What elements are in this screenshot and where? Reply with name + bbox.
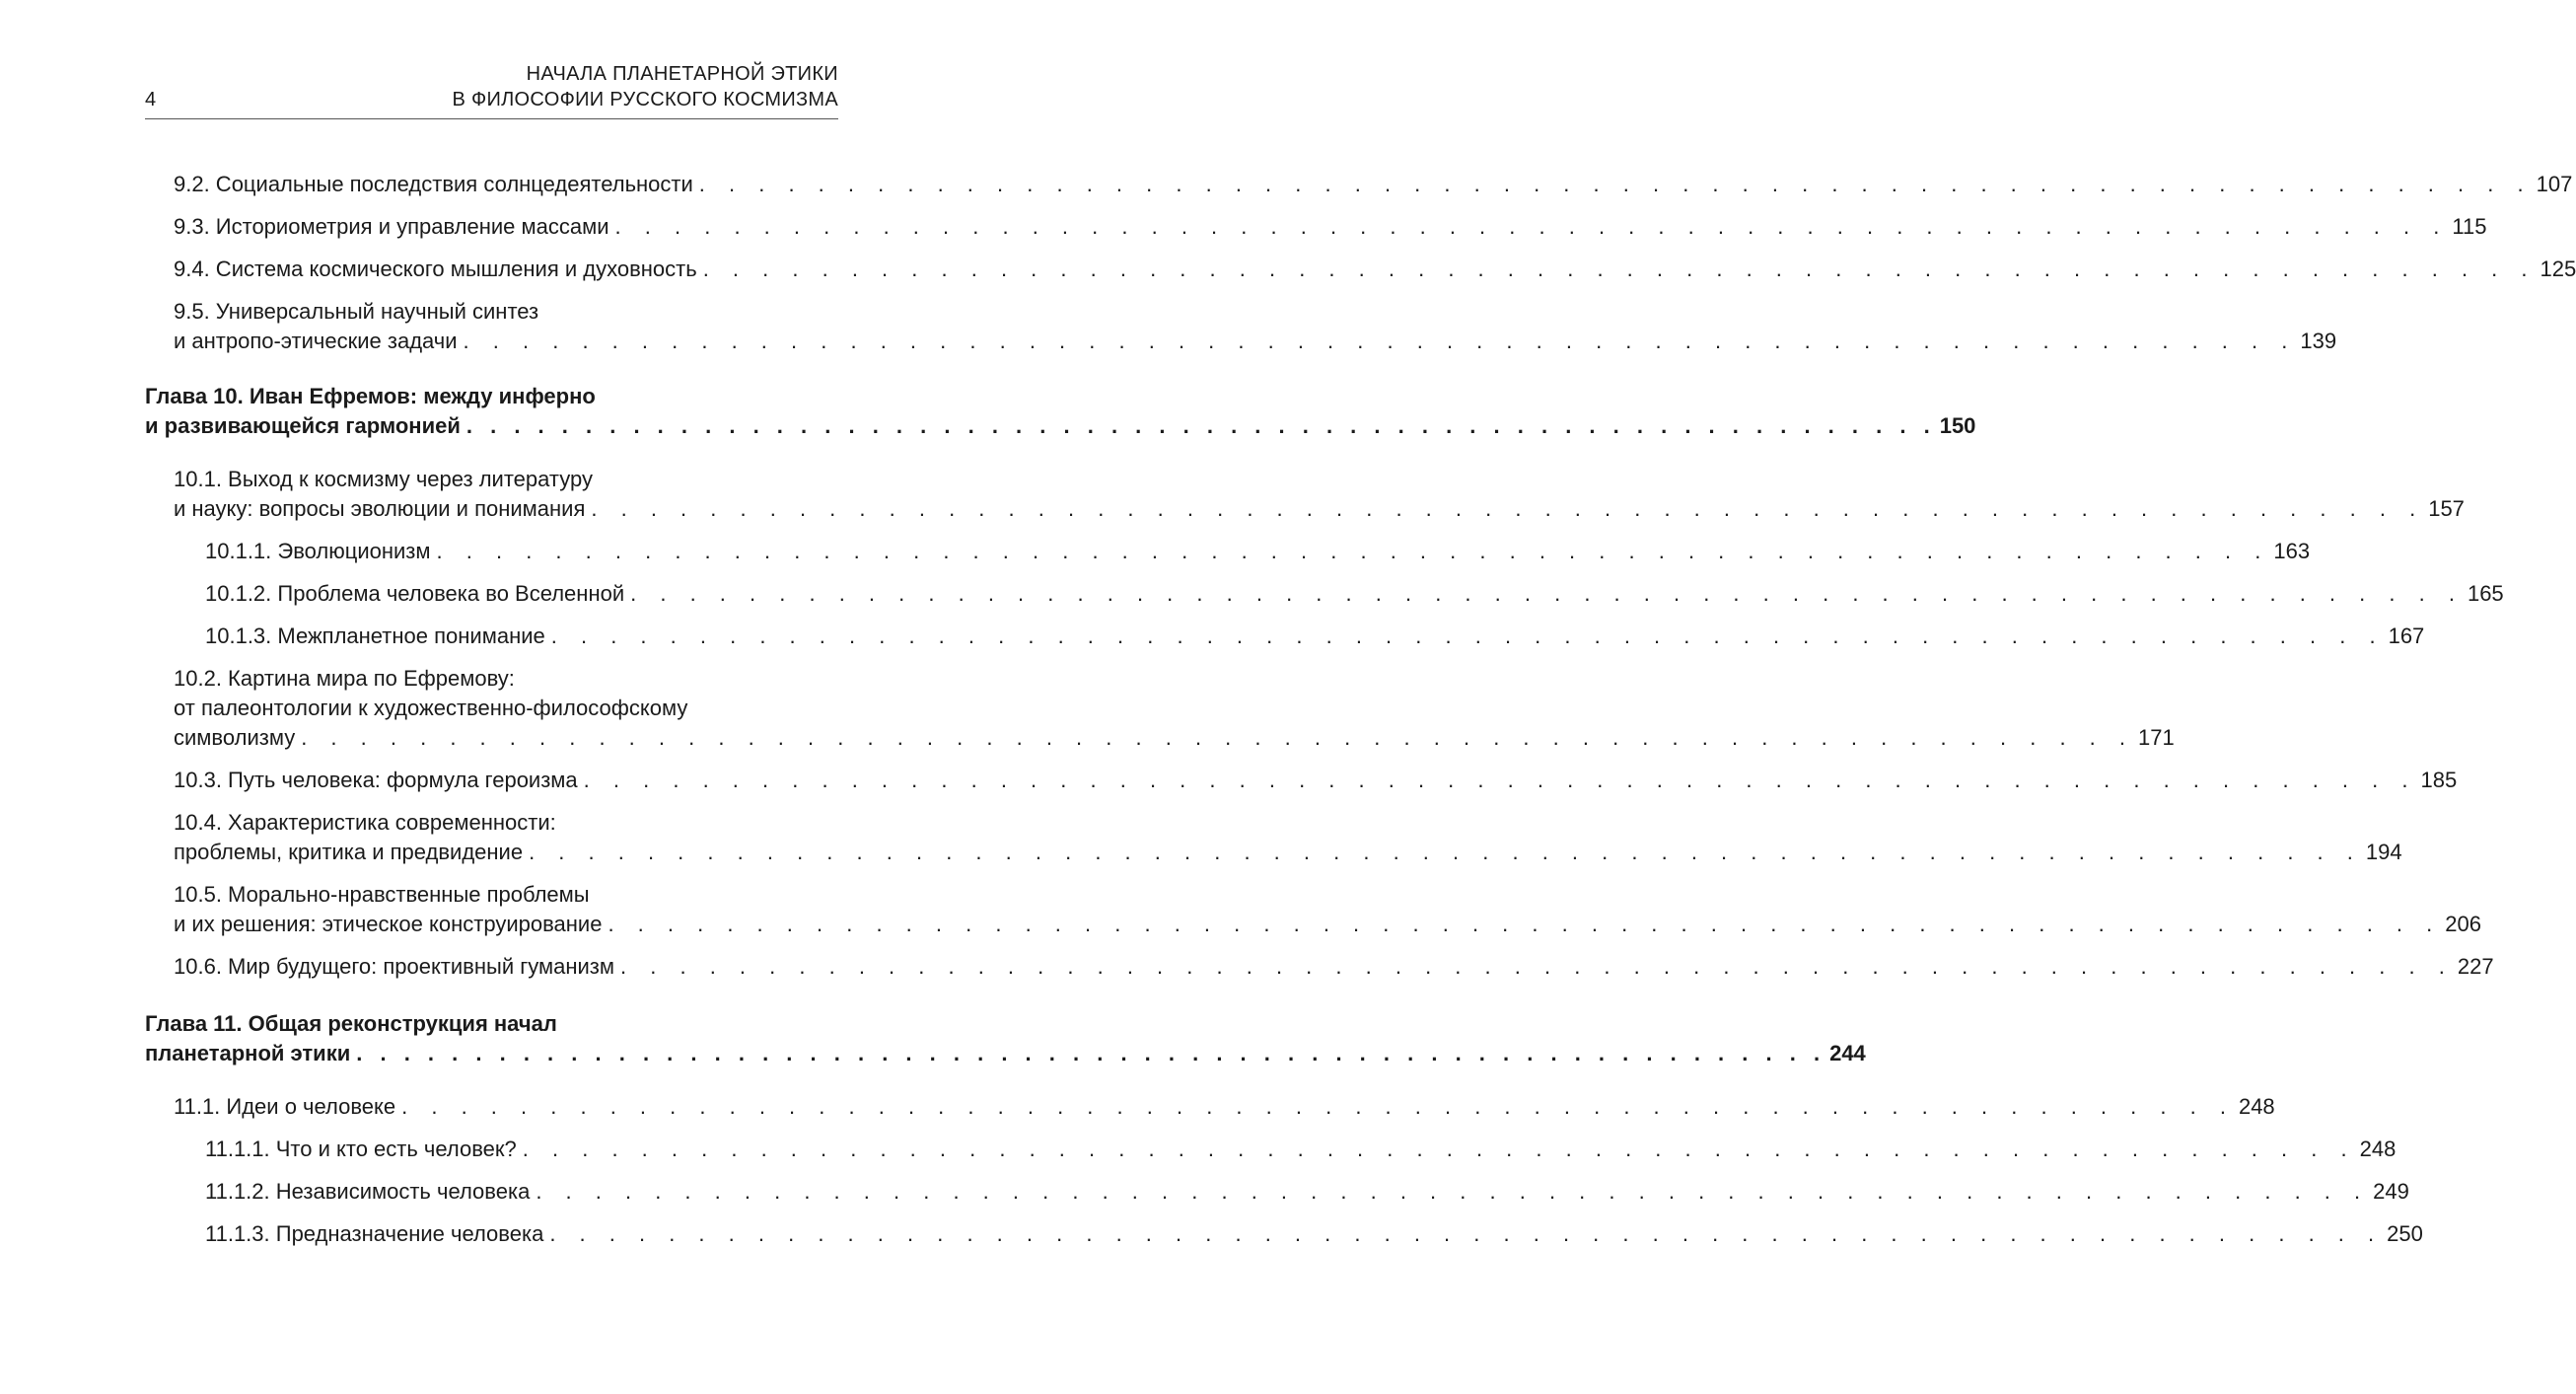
header-title-line-2: В ФИЛОСОФИИ РУССКОГО КОСМИЗМА [452, 89, 838, 110]
toc-entry-text: 9.3. Историометрия и управление массами [174, 214, 609, 239]
toc-subsection [145, 537, 2311, 566]
toc-page-number: 194 [2365, 840, 2402, 864]
dot-leader: . . . . . . . . . . . . . . . . . . . . . . . . . . . . . . . . . . . . . . . . . . . . . . . . . . . . . . . . . . . . . . [549, 1221, 2384, 1246]
toc-section [145, 766, 2458, 795]
dot-leader: . . . . . . . . . . . . . . . . . . . . . . . . . . . . . . . . . . . . . . . . . . . . . . . . . . . . . . . . . . . . . . [401, 1094, 2235, 1119]
toc-entry-text: 10.2. Картина мира по Ефремову: [174, 666, 515, 691]
toc-page-number: 150 [1939, 413, 1976, 438]
toc-entry-text: 10.1. Выход к космизму через литературу [174, 467, 593, 491]
toc-entry-text: 10.1.1. Эволюционизм [205, 539, 431, 563]
toc-page-number: 185 [2420, 768, 2458, 792]
toc-entry-text: 11.1.2. Независимость человека [205, 1179, 531, 1204]
toc-page-number: 139 [2300, 329, 2337, 353]
toc-entry-text: Глава 10. Иван Ефремов: между инферно [145, 384, 596, 408]
toc-section [145, 1092, 2275, 1122]
toc-page-number: 250 [2387, 1221, 2423, 1246]
dot-leader: . . . . . . . . . . . . . . . . . . . . . . . . . . . . . . . . . . . . . . . . . . . . . . . . . . . . . . . . . . . . . . [436, 539, 2270, 563]
dot-leader: . . . . . . . . . . . . . . . . . . . . . . . . . . . . . . . . . . . . . . . . . . . . . . . . . . . . . . . . . . . . . . [591, 496, 2425, 521]
toc-subsection [145, 1177, 2409, 1207]
toc-entry-text: 10.5. Морально-нравственные проблемы [174, 882, 590, 907]
toc-section [145, 212, 2487, 242]
toc-entry-text: и антропо-этические задачи [174, 329, 458, 353]
dot-leader: . . . . . . . . . . . . . . . . . . . . . . . . . . . . . . . . . . . . . . . . . . . . . . . . . . . . . . . . . . . . . . [698, 172, 2533, 196]
toc-entry-text: проблемы, критика и предвидение [174, 840, 524, 864]
toc-subsection [145, 579, 2504, 609]
toc-section [145, 255, 2576, 284]
toc-page-number: 244 [1829, 1041, 1866, 1065]
toc-entry-text: 10.6. Мир будущего: проективный гуманизм [174, 954, 615, 979]
toc-entry-text: и развивающейся гармонией [145, 413, 461, 438]
toc-entry-text: 10.1.2. Проблема человека во Вселенной [205, 581, 625, 606]
table-of-contents [145, 170, 2576, 1262]
toc-chapter [145, 382, 1976, 441]
toc-entry-text: 9.5. Универсальный научный синтез [174, 299, 539, 324]
running-header [452, 61, 838, 112]
toc-chapter [145, 1009, 1866, 1068]
toc-page-number: 171 [2138, 725, 2175, 750]
toc-page-number: 227 [2457, 954, 2494, 979]
dot-leader: . . . . . . . . . . . . . . . . . . . . . . . . . . . . . . . . . . . . . . . . . . . . . . . . . . . . . . . . . . . . . . [620, 954, 2454, 979]
toc-subsection [145, 1219, 2423, 1249]
page-number: 4 [145, 89, 157, 110]
toc-entry-text: 9.2. Социальные последствия солнцедеятельности [174, 172, 693, 196]
toc-entry-text: от палеонтологии к художественно-философскому [174, 696, 688, 720]
toc-entry-text: 11.1.3. Предназначение человека [205, 1221, 544, 1246]
dot-leader: . . . . . . . . . . . . . . . . . . . . . . . . . . . . . . . . . . . . . . . . . . . . . . . . . . . . . . . . . . . . . . [550, 624, 2385, 648]
toc-section [145, 952, 2494, 982]
dot-leader: . . . . . . . . . . . . . . . . . . . . . . . . . . . . . . . . . . . . . . . . . . . . . . . . . . . . . . . . . . . . . . [583, 768, 2417, 792]
header-rule [145, 118, 838, 119]
dot-leader: . . . . . . . . . . . . . . . . . . . . . . . . . . . . . . . . . . . . . . . . . . . . . . . . . . . . . . . . . . . . . . [608, 912, 2442, 936]
toc-entry-text: 10.3. Путь человека: формула героизма [174, 768, 578, 792]
toc-page-number: 107 [2536, 172, 2573, 196]
toc-page-number: 165 [2467, 581, 2504, 606]
toc-entry-text: 9.4. Система космического мышления и духовность [174, 257, 697, 281]
dot-leader: . . . . . . . . . . . . . . . . . . . . . . . . . . . . . . . . . . . . . . . . . . . . . . . . . . . . . . . . . . . . . . [529, 840, 2362, 864]
toc-page-number: 248 [2359, 1137, 2397, 1161]
toc-entry-text: 11.1. Идеи о человеке [174, 1094, 396, 1119]
header-title-line-1: НАЧАЛА ПЛАНЕТАРНОЙ ЭТИКИ [526, 63, 838, 85]
toc-entry-text: символизму [174, 725, 296, 750]
toc-subsection [145, 1135, 2397, 1164]
toc-page-number: 157 [2428, 496, 2465, 521]
dot-leader: . . . . . . . . . . . . . . . . . . . . . . . . . . . . . . . . . . . . . . . . . . . . . . . . . . . . . . . . . . . . . . [522, 1137, 2356, 1161]
toc-section [145, 808, 2402, 867]
toc-page-number: 248 [2238, 1094, 2275, 1119]
toc-entry-text: 10.4. Характеристика современности: [174, 810, 556, 835]
toc-subsection [145, 622, 2425, 651]
dot-leader: . . . . . . . . . . . . . . . . . . . . . . . . . . . . . . . . . . . . . . . . . . . . . . . . . . . . . . . . . . . . . . [465, 413, 1936, 438]
toc-page-number: 206 [2445, 912, 2481, 936]
toc-section [145, 664, 2175, 753]
toc-page-number: 125 [2540, 257, 2576, 281]
toc-entry-text: 11.1.1. Что и кто есть человек? [205, 1137, 517, 1161]
dot-leader: . . . . . . . . . . . . . . . . . . . . . . . . . . . . . . . . . . . . . . . . . . . . . . . . . . . . . . . . . . . . . . [614, 214, 2449, 239]
toc-entry-text: Глава 11. Общая реконструкция начал [145, 1011, 557, 1036]
toc-page-number: 163 [2273, 539, 2311, 563]
toc-entry-text: и их решения: этическое конструирование [174, 912, 603, 936]
toc-section [145, 465, 2465, 524]
dot-leader: . . . . . . . . . . . . . . . . . . . . . . . . . . . . . . . . . . . . . . . . . . . . . . . . . . . . . . . . . . . . . . [301, 725, 2135, 750]
dot-leader: . . . . . . . . . . . . . . . . . . . . . . . . . . . . . . . . . . . . . . . . . . . . . . . . . . . . . . . . . . . . . . [463, 329, 2297, 353]
dot-leader: . . . . . . . . . . . . . . . . . . . . . . . . . . . . . . . . . . . . . . . . . . . . . . . . . . . . . . . . . . . . . . [536, 1179, 2370, 1204]
toc-page-number: 167 [2388, 624, 2425, 648]
dot-leader: . . . . . . . . . . . . . . . . . . . . . . . . . . . . . . . . . . . . . . . . . . . . . . . . . . . . . . . . . . . . . . [702, 257, 2537, 281]
toc-page-number: 115 [2452, 214, 2487, 239]
toc-entry-text: планетарной этики [145, 1041, 351, 1065]
dot-leader: . . . . . . . . . . . . . . . . . . . . . . . . . . . . . . . . . . . . . . . . . . . . . . . . . . . . . . . . . . . . . . [356, 1041, 1826, 1065]
toc-entry-text: 10.1.3. Межпланетное понимание [205, 624, 545, 648]
toc-section [145, 297, 2337, 356]
toc-section [145, 170, 2573, 199]
toc-section [145, 880, 2481, 939]
dot-leader: . . . . . . . . . . . . . . . . . . . . . . . . . . . . . . . . . . . . . . . . . . . . . . . . . . . . . . . . . . . . . . [630, 581, 2464, 606]
toc-entry-text: и науку: вопросы эволюции и понимания [174, 496, 586, 521]
toc-page-number: 249 [2373, 1179, 2409, 1204]
